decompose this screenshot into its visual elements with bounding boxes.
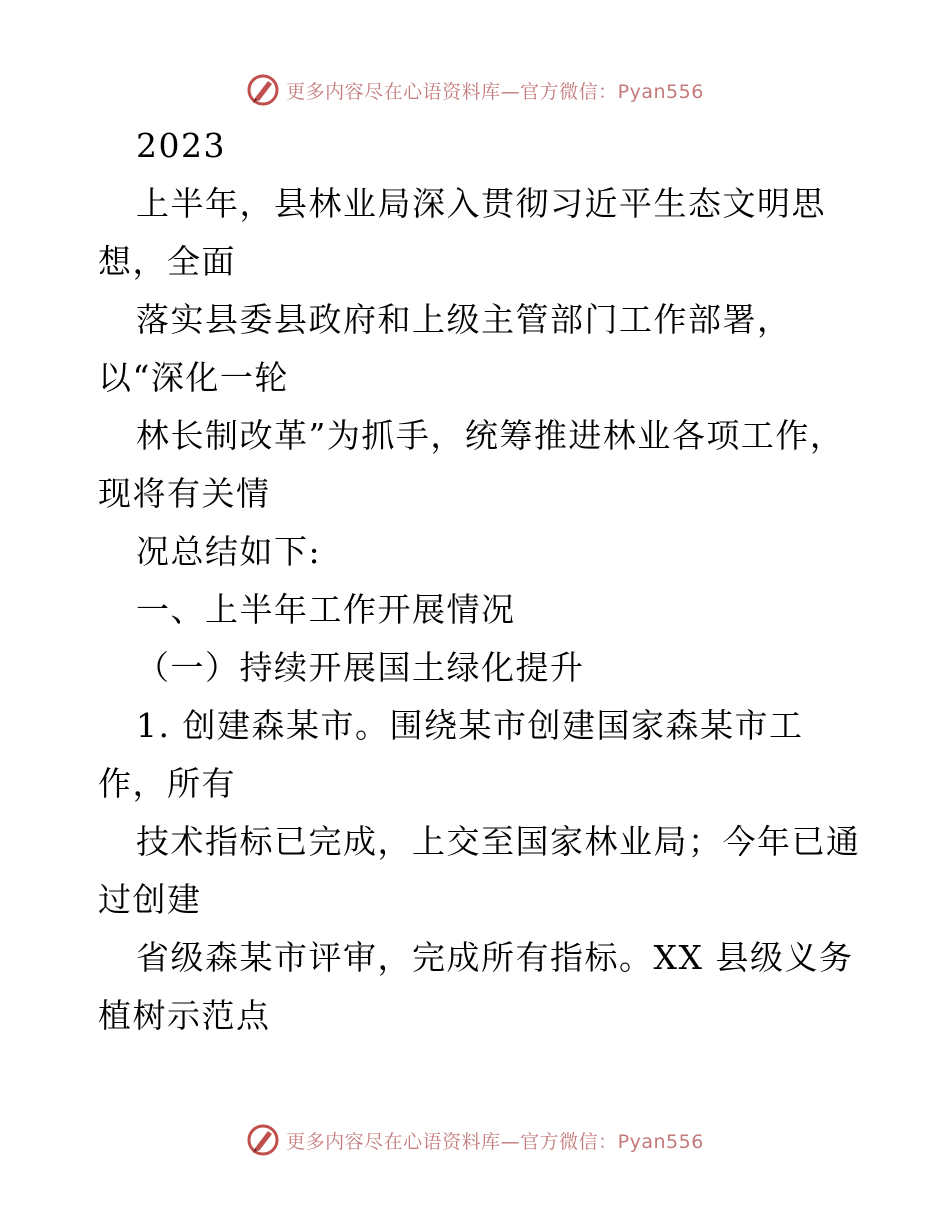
text-line: 林长制改革”为抓手，统筹推进林业各项工作， — [136, 416, 845, 455]
text-line: 想，全面 — [98, 242, 236, 281]
text-line: 2023 — [136, 126, 226, 165]
text-line: 植树示范点 — [98, 996, 271, 1035]
text-line: 作，所有 — [98, 764, 236, 803]
pen-logo-icon — [246, 73, 280, 107]
text-line: 技术指标已完成，上交至国家林业局；今年已通 — [136, 822, 861, 861]
text-line: 上半年，县林业局深入贯彻习近平生态文明思 — [136, 184, 826, 223]
footer-banner-inner — [246, 1123, 704, 1157]
header-banner-inner — [246, 73, 704, 107]
section-heading: 一、上半年工作开展情况 — [136, 590, 516, 629]
header-banner — [0, 70, 950, 110]
text-line: 1. 创建森某市。围绕某市创建国家森某市工 — [136, 706, 804, 745]
text-line: 落实县委县政府和上级主管部门工作部署， — [136, 300, 792, 339]
text-line: 况总结如下: — [136, 532, 322, 571]
subsection-heading: （一）持续开展国土绿化提升 — [136, 648, 585, 687]
text-line: 现将有关情 — [98, 474, 271, 513]
text-line: 过创建 — [98, 880, 202, 919]
footer-banner-text: 更多内容尽在心语资料库—官方微信：Pyan556 — [286, 1130, 704, 1153]
text-line: 以“深化一轮 — [98, 358, 289, 397]
pen-logo-icon — [246, 1123, 280, 1157]
footer-banner — [0, 1120, 950, 1160]
header-banner-text: 更多内容尽在心语资料库—官方微信：Pyan556 — [286, 80, 704, 103]
text-line: 省级森某市评审，完成所有指标。XX 县级义务 — [136, 938, 854, 977]
